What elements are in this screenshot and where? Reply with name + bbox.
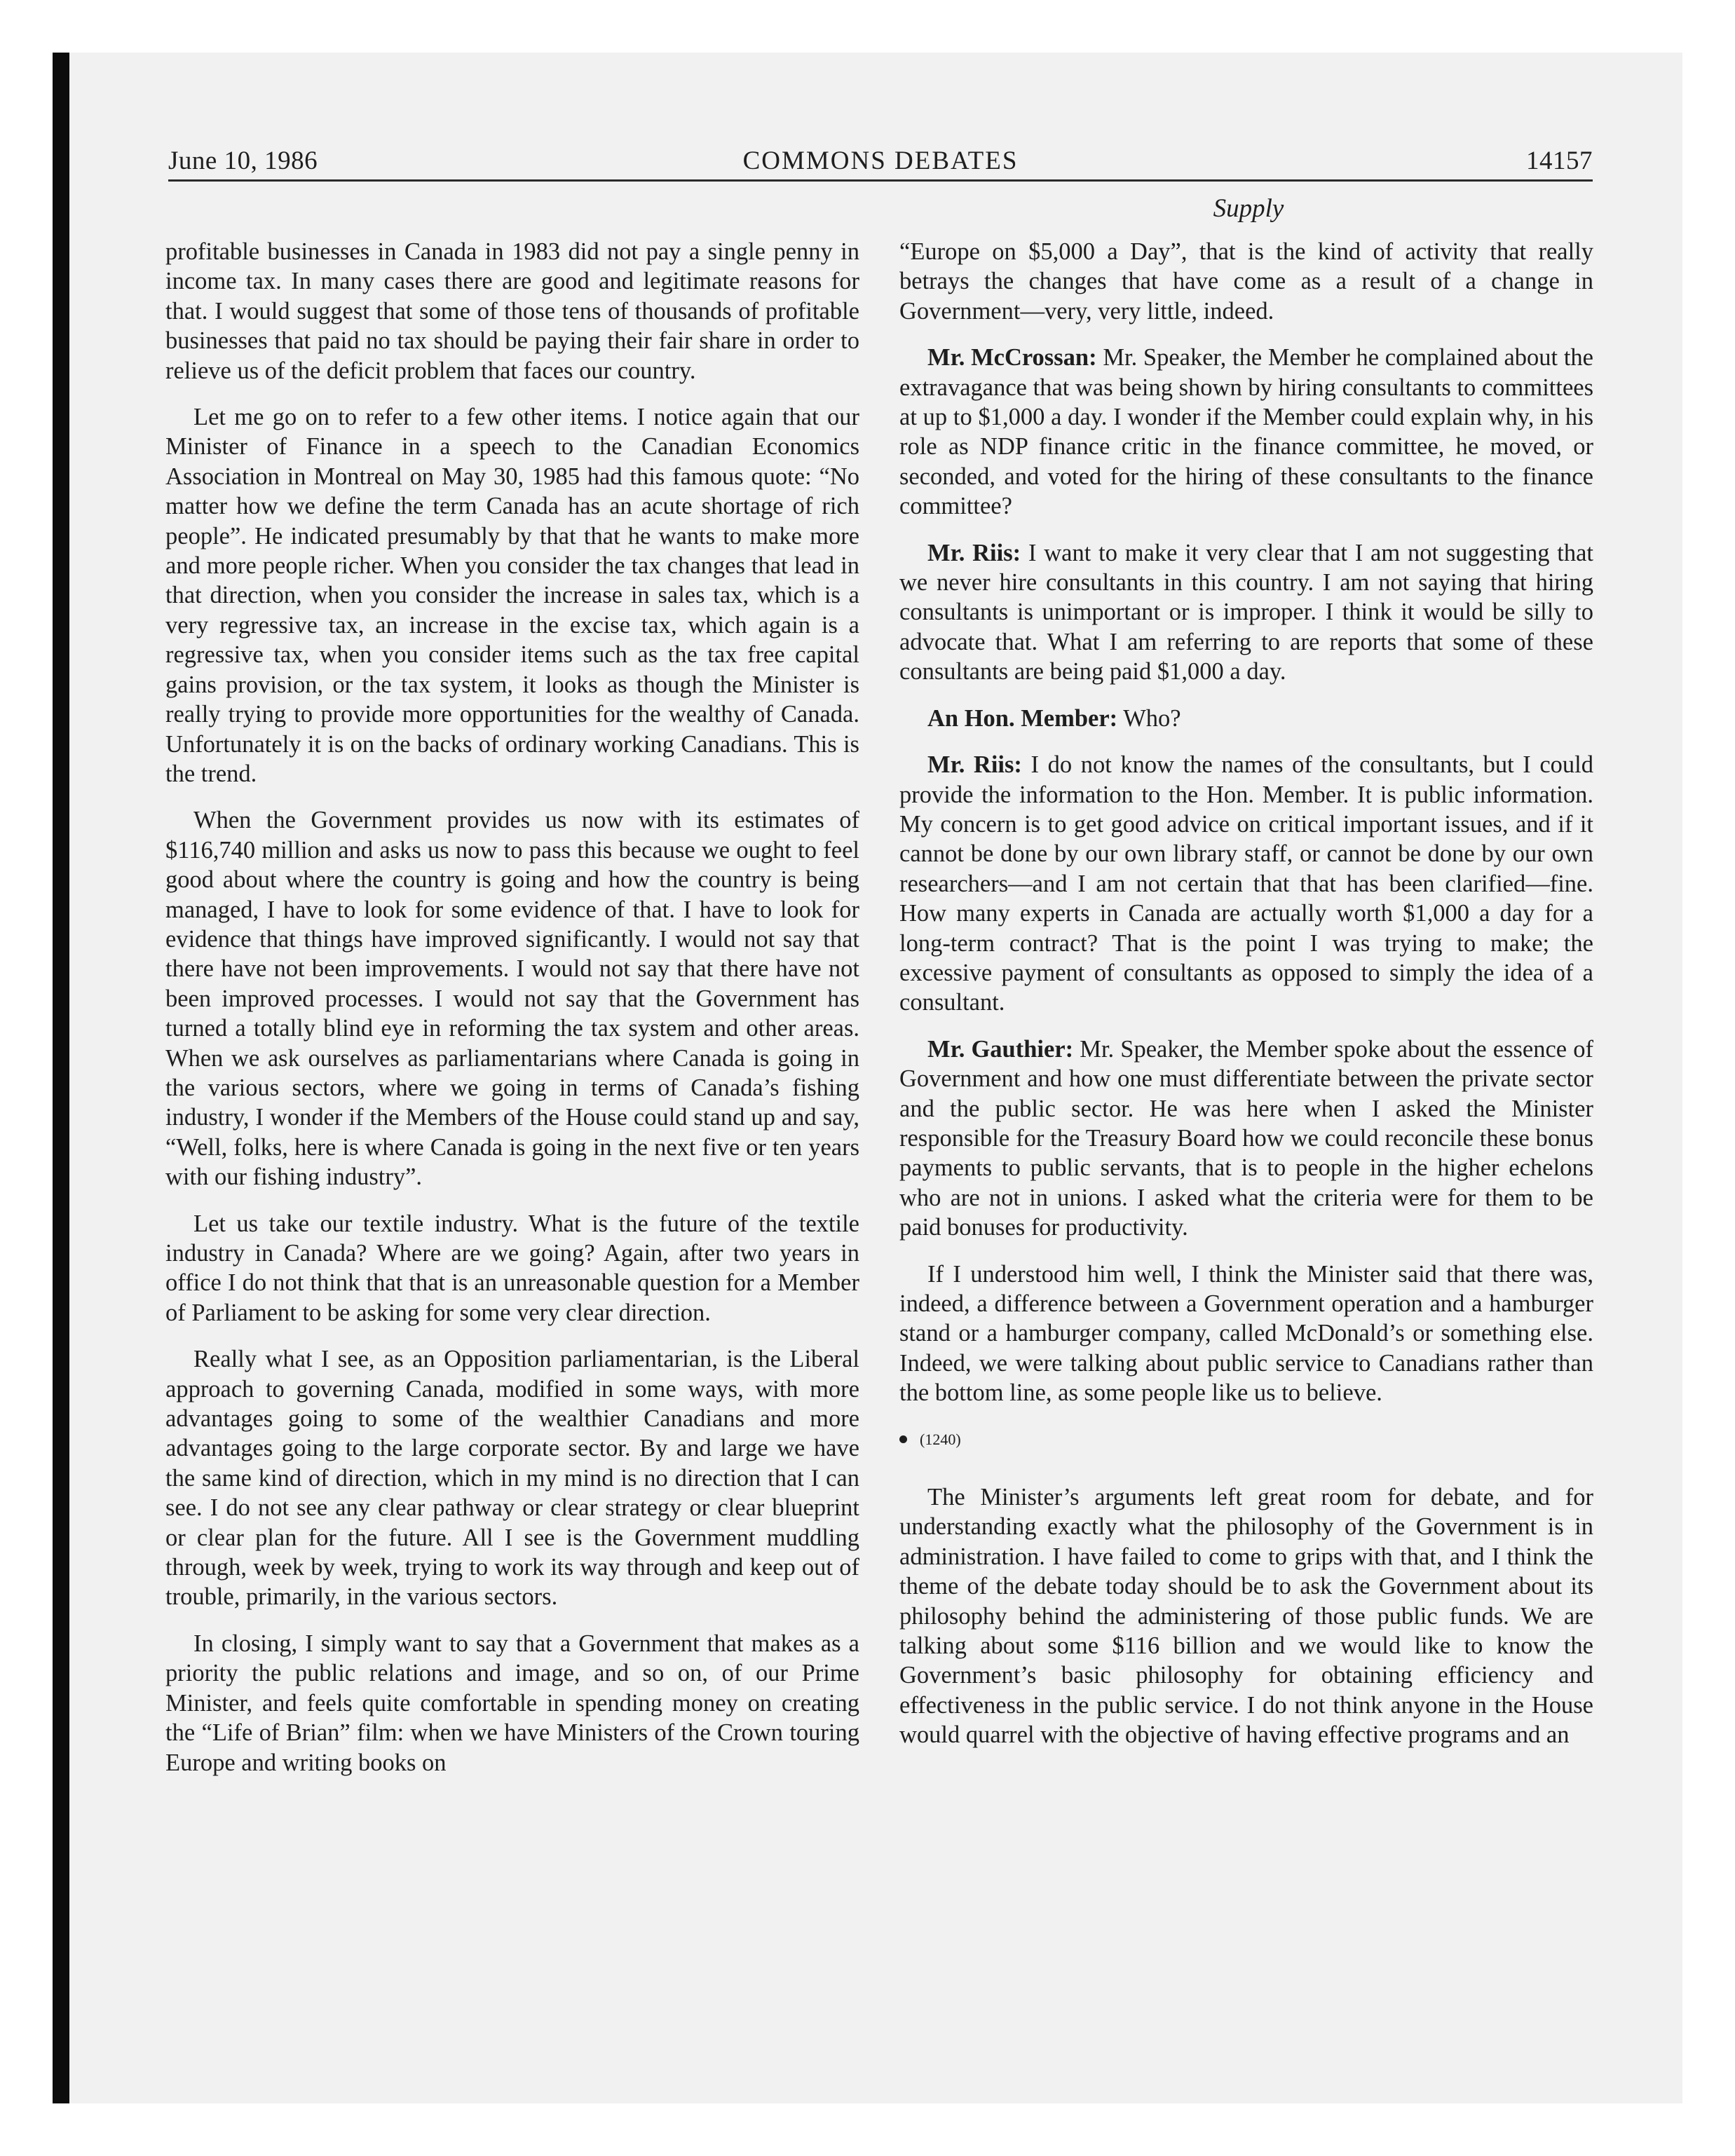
paragraph: Really what I see, as an Opposition parliamentarian, is the Liberal approach to governing Canada, modified in some ways, with more advantages going to some of the wealthier Canadians and more advantages going to the large corporate sector. By and large we have the same kind of direction, which in my mind is no direction that I can see. I do not see any clear pathway or clear strategy or clear blueprint or clear plan for the future. All I see is the Government muddling through, week by week, trying to work its way through and keep out of trouble, primarily, in the various sectors.: [165, 1346, 859, 1611]
page-header: [168, 140, 1593, 182]
paragraph: In closing, I simply want to say that a Government that makes as a priority the public relations and image, and so on, of our Prime Minister, and feels quite comfortable in spending money on creating the “Life of Brian” film: when we have Ministers of the Crown touring Europe and writing books on: [165, 1630, 859, 1776]
bullet-dot-icon: [899, 1435, 907, 1443]
speech-riis: [899, 538, 1593, 687]
speech-text: Who?: [1123, 704, 1181, 732]
scan-edge-bar: [53, 53, 69, 2103]
speaker-name: Mr. Riis:: [927, 539, 1021, 566]
right-column: [899, 237, 1593, 1767]
speech-text: I want to make it very clear that I am not suggesting that we never hire consultants in this country. I am not saying that hiring consultants is unimportant or is improper. I think it would be silly to advocate that. What I am referring to are reports that some of these consultants are being paid $1,000 a day.: [899, 539, 1593, 685]
header-date: June 10, 1986: [168, 146, 318, 175]
left-column: [165, 237, 859, 1794]
section-heading: Supply: [1213, 194, 1284, 223]
speaker-name: Mr. McCrossan:: [927, 344, 1097, 371]
speech-mccrossan: [899, 343, 1593, 521]
paragraph: When the Government provides us now with its estimates of $116,740 million and asks us now to pass this because we ought to feel good about where the country is going and how the country is being managed, I have to look for some evidence of that. I have to look for evidence that things have improved significantly. I would not say that there have not been improvements. I would not say that there have not been improved processes. I would not say that the Government has turned a totally blind eye in reforming the tax system and other areas. When we ask ourselves as parliamentarians where Canada is going in the various sectors, where we going in terms of Canada’s fishing industry, I wonder if the Members of the House could stand up and say, “Well, folks, here is where Canada is going in the next five or ten years with our fishing industry”.: [165, 807, 859, 1191]
speech-text: Mr. Speaker, the Member he complained about the extravagance that was being shown by hiring consultants to committees at up to $1,000 a day. I wonder if the Member could explain why, in his role as NDP finance critic in the finance committee, he moved, or seconded, and voted for the hiring of these consultants to the finance committee?: [899, 344, 1593, 520]
paragraph: If I understood him well, I think the Minister said that there was, indeed, a difference between a Government operation and a hamburger stand or a hamburger company, called McDonald’s or something else. Indeed, we were talking about public service to Canadians rather than the bottom line, as some people like us to believe.: [899, 1260, 1593, 1407]
timestamp-marker: [899, 1425, 1593, 1454]
speaker-name: Mr. Riis:: [927, 751, 1022, 779]
speaker-name: Mr. Gauthier:: [927, 1035, 1074, 1063]
speech-gauthier: [899, 1035, 1593, 1243]
speech-hon-member: [899, 704, 1593, 733]
paragraph: Let us take our textile industry. What is the future of the textile industry in Canada? Where are we going? Again, after two years in office I do not think that that is an unreasonable question for a Member of Parliament to be asking for some very clear direction.: [165, 1210, 859, 1326]
paragraph: “Europe on $5,000 a Day”, that is the kind of activity that really betrays the changes that have come as a result of a change in Government—very, very little, indeed.: [899, 238, 1593, 325]
speech-riis: [899, 750, 1593, 1018]
header-title: COMMONS DEBATES: [742, 146, 1019, 175]
paragraph: The Minister’s arguments left great room for debate, and for understanding exactly what the philosophy of the Government is in administration. I have failed to come to grips with that, and I think the theme of the debate today should be to ask the Government about its philosophy behind the administering of those public funds. We are talking about some $116 billion and we would like to know the Government’s basic philosophy for obtaining efficiency and effectiveness in the public service. I do not think anyone in the House would quarrel with the objective of having effective programs and an: [899, 1484, 1593, 1749]
paragraph: Let me go on to refer to a few other items. I notice again that our Minister of Finance in a speech to the Canadian Economics Association in Montreal on May 30, 1985 had this famous quote: “No matter how we define the term Canada has an acute shortage of rich people”. He indicated presumably by that that he wants to make more and more people richer. When you consider the tax changes that lead in that direction, when you consider the increase in sales tax, which is a very regressive tax, an increase in the excise tax, which again is a regressive tax, when you consider items such as the tax free capital gains provision, or the tax system, it looks as though the Minister is really trying to provide more opportunities for the wealthy of Canada. Unfortunately it is on the backs of ordinary working Canadians. This is the trend.: [165, 404, 859, 787]
timestamp-text: (1240): [920, 1430, 961, 1448]
speech-text: Mr. Speaker, the Member spoke about the essence of Government and how one must differentiate between the private sector and the public sector. He was here when I asked the Minister responsible for the Treasury Board how we could reconcile these bonus payments to public servants, that is to people in the higher echelons who are not in unions. I asked what the criteria were for them to be paid bonuses for productivity.: [899, 1035, 1593, 1241]
header-page-number: 14157: [1526, 146, 1593, 175]
speaker-name: An Hon. Member:: [927, 704, 1118, 732]
paragraph: profitable businesses in Canada in 1983 did not pay a single penny in income tax. In many cases there are good and legitimate reasons for that. I would suggest that some of those tens of thousands of profitable businesses that paid no tax should be paying their fair share in order to relieve us of the deficit problem that faces our country.: [165, 238, 859, 384]
speech-text: I do not know the names of the consultants, but I could provide the information to the Hon. Member. It is public information. My concern is to get good advice on critical important issues, and if it cannot be done by our own library staff, or cannot be done by our own researchers—and I am not certain that that has been clarified—fine. How many experts in Canada are actually worth $1,000 a day for a long-term contract? That is the point I was trying to make; the excessive payment of consultants as opposed to simply the idea of a consultant.: [899, 751, 1593, 1016]
